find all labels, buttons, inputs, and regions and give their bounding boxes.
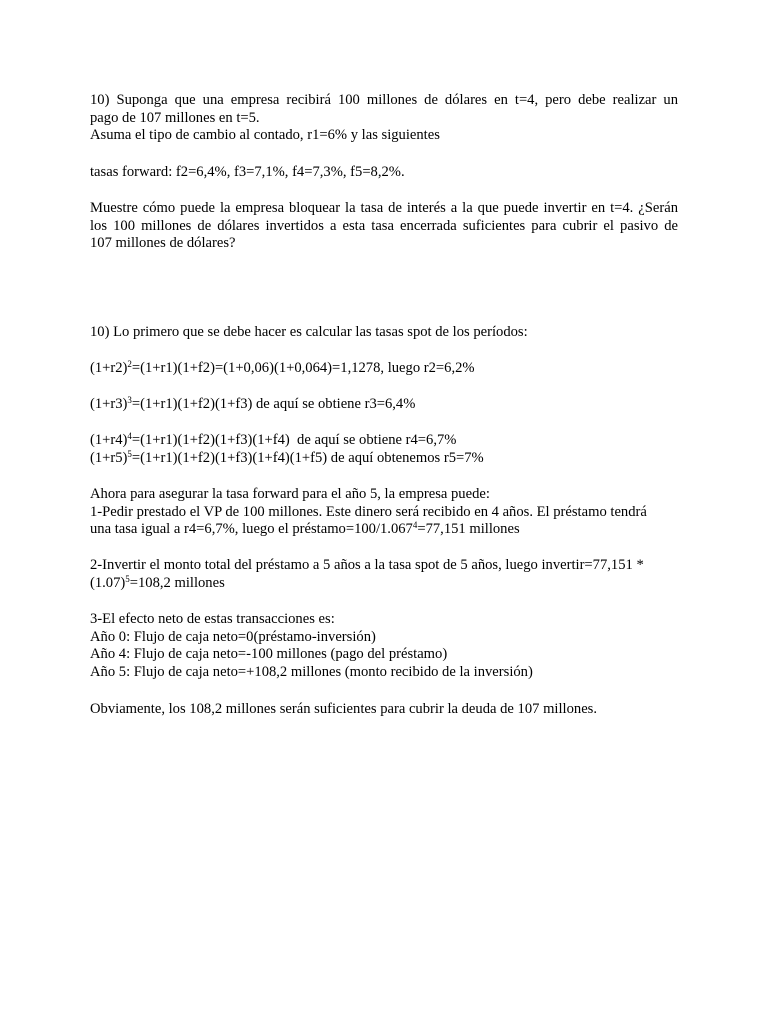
step2-exponent: 5 bbox=[125, 573, 130, 584]
eq-r5-rhs: =(1+r1)(1+f2)(1+f3)(1+f4)(1+f5) de aquí obtenemos r5=7% bbox=[131, 449, 484, 466]
problem-line-1: 10) Suponga que una empresa recibirá 100 millones de dólares en t=4, pero debe realizar un bbox=[90, 92, 678, 108]
eq-r3-rhs: =(1+r1)(1+f2)(1+f3) de aquí se obtiene r3=6,4% bbox=[131, 396, 416, 412]
eq-r2-lhs: (1+r2) bbox=[90, 360, 128, 376]
eq-r2-exponent: 2 bbox=[127, 359, 132, 369]
step3-title: 3-El efecto neto de estas transacciones es: bbox=[90, 611, 335, 627]
eq-r5-exponent: 5 bbox=[127, 448, 132, 459]
problem-paragraph-1 bbox=[90, 92, 678, 145]
step1-line-1: 1-Pedir prestado el VP de 100 millones. Este dinero será recibido en 4 años. El préstamo tendrá bbox=[90, 503, 647, 520]
question-line-2: los 100 millones de dólares invertidos a esta tasa encerrada suficientes para cubrir el pasivo de bbox=[90, 217, 678, 234]
eq-r4-rhs: =(1+r1)(1+f2)(1+f3)(1+f4) de aquí se obtiene r4=6,7% bbox=[131, 432, 457, 448]
cashflow-year-5: Año 5: Flujo de caja neto=+108,2 millones (monto recibido de la inversión) bbox=[90, 663, 533, 680]
problem-paragraph-2 bbox=[90, 164, 678, 182]
solution-intro-text: 10) Lo primero que se debe hacer es calcular las tasas spot de los períodos: bbox=[90, 324, 528, 340]
step2-result: =108,2 millones bbox=[129, 574, 225, 591]
question-line-1: Muestre cómo puede la empresa bloquear la tasa de interés a la que puede invertir en t=4. ¿Serán bbox=[90, 200, 678, 216]
step1-line-2: una tasa igual a r4=6,7%, luego el préstamo=100/1.067 bbox=[90, 521, 413, 537]
conclusion-paragraph bbox=[90, 701, 678, 719]
problem-line-2: pago de 107 millones en t=5. bbox=[90, 109, 260, 126]
strategy-intro: Ahora para asegurar la tasa forward para el año 5, la empresa puede: bbox=[90, 486, 490, 502]
problem-paragraph-3 bbox=[90, 200, 678, 253]
step2-line-2: (1.07) bbox=[90, 574, 126, 591]
forward-rates-line: tasas forward: f2=6,4%, f3=7,1%, f4=7,3%, f5=8,2%. bbox=[90, 164, 405, 180]
step1-result: =77,151 millones bbox=[417, 521, 520, 537]
strategy-paragraph bbox=[90, 486, 678, 539]
equation-r3 bbox=[90, 396, 678, 414]
conclusion-text: Obviamente, los 108,2 millones serán suficientes para cubrir la deuda de 107 millones. bbox=[90, 701, 597, 717]
problem-line-3: Asuma el tipo de cambio al contado, r1=6% y las siguientes bbox=[90, 127, 440, 143]
cashflow-year-0: Año 0: Flujo de caja neto=0(préstamo-inversión) bbox=[90, 628, 376, 645]
equations-r4-r5 bbox=[90, 432, 678, 467]
eq-r5-lhs: (1+r5) bbox=[90, 449, 128, 466]
step3-paragraph bbox=[90, 611, 678, 681]
cashflow-year-4: Año 4: Flujo de caja neto=-100 millones (pago del préstamo) bbox=[90, 646, 448, 662]
eq-r2-rhs: =(1+r1)(1+f2)=(1+0,06)(1+0,064)=1,1278, luego r2=6,2% bbox=[131, 360, 475, 376]
eq-r4-exponent: 4 bbox=[127, 431, 132, 441]
eq-r3-lhs: (1+r3) bbox=[90, 396, 128, 412]
equation-r2 bbox=[90, 360, 678, 378]
step2-paragraph bbox=[90, 557, 678, 592]
eq-r4-lhs: (1+r4) bbox=[90, 432, 128, 448]
step1-exponent: 4 bbox=[412, 520, 418, 530]
question-line-3: 107 millones de dólares? bbox=[90, 235, 236, 251]
step2-line-1: 2-Invertir el monto total del préstamo a 5 años a la tasa spot de 5 años, luego invertir=77,151 * bbox=[90, 557, 644, 573]
eq-r3-exponent: 3 bbox=[127, 395, 132, 405]
solution-intro bbox=[90, 324, 678, 342]
